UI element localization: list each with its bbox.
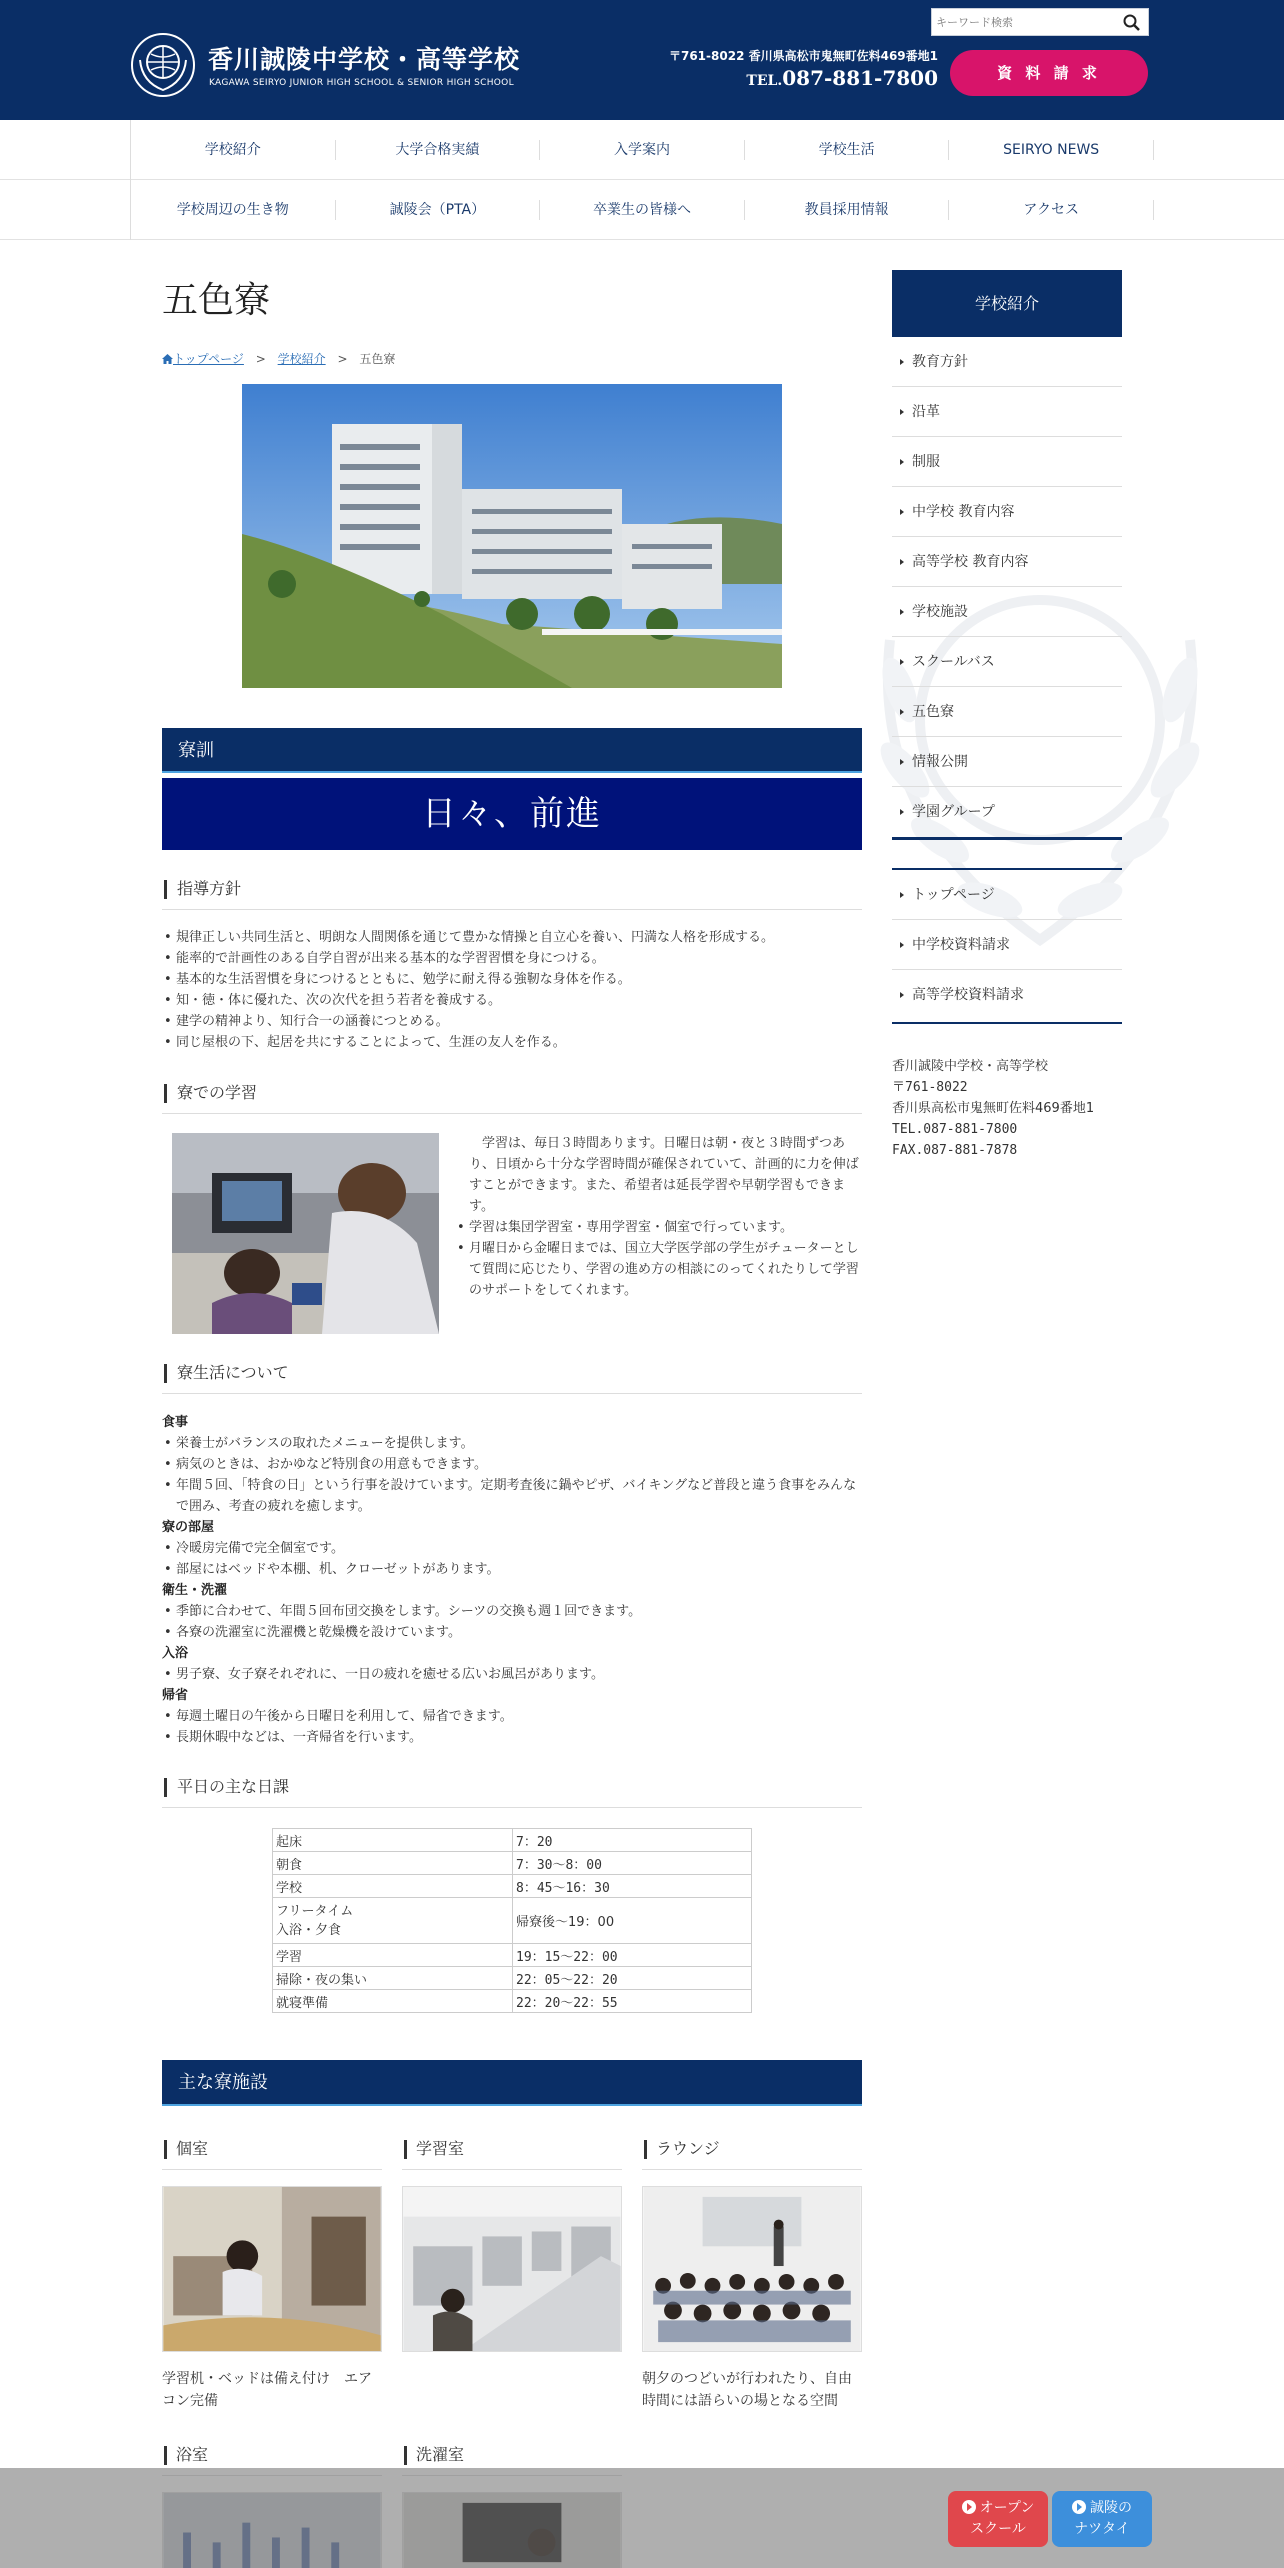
list-item: • 冷暖房完備で完全個室です。 bbox=[162, 1538, 862, 1559]
table-row bbox=[273, 1829, 752, 1852]
list-item: • 毎週土曜日の午後から日曜日を利用して、帰省できます。 bbox=[162, 1706, 862, 1727]
bath-list bbox=[162, 1664, 862, 1685]
info-postal: 〒761-8022 bbox=[892, 1080, 968, 1095]
list-item: • 病気のときは、おかゆなど特別食の用意もできます。 bbox=[162, 1454, 862, 1475]
policy-heading: 指導方針 bbox=[162, 874, 862, 910]
schedule-item: 就寝準備 bbox=[273, 1990, 513, 2013]
room-list bbox=[162, 1538, 862, 1580]
breadcrumb bbox=[162, 350, 395, 367]
facility-title: 洗濯室 bbox=[402, 2440, 622, 2476]
facility-card-study-room bbox=[402, 2134, 622, 2170]
breadcrumb-sep: > bbox=[255, 352, 266, 366]
sidebar-menu bbox=[892, 337, 1122, 837]
natsutai-label-1: 誠陵の bbox=[1090, 2500, 1132, 2516]
sidebar-contact-info bbox=[892, 1056, 1094, 1161]
room-title: 寮の部屋 bbox=[162, 1520, 215, 1535]
life-heading: 寮生活について bbox=[162, 1358, 862, 1394]
ryokun-heading: 寮訓 bbox=[162, 728, 862, 773]
natsutai-label-2: ナツタイ bbox=[1074, 2521, 1130, 2537]
search-icon[interactable] bbox=[1122, 13, 1142, 33]
schedule-time: 22：20～22：55 bbox=[513, 1990, 752, 2013]
facilities-heading: 主な寮施設 bbox=[162, 2060, 862, 2106]
sidebar-divider bbox=[892, 1022, 1122, 1024]
facility-title: 個室 bbox=[162, 2134, 382, 2170]
lounge-photo bbox=[642, 2186, 862, 2352]
global-nav-row-1 bbox=[0, 120, 1284, 180]
schedule-time: 7：20 bbox=[513, 1829, 752, 1852]
facility-caption: 朝夕のつどいが行われたり、自由時間には語らいの場となる空間 bbox=[642, 2371, 852, 2409]
nav-item-alumni[interactable]: 卒業生の皆様へ bbox=[540, 200, 745, 220]
header-address: 〒761-8022 香川県高松市鬼無町佐料469番地1 bbox=[668, 49, 938, 63]
sidebar-divider bbox=[892, 837, 1122, 840]
schedule-item: 朝食 bbox=[273, 1852, 513, 1875]
list-item: • 同じ屋根の下、起居を共にすることによって、生涯の友人を作る。 bbox=[162, 1032, 862, 1053]
schedule-time: 帰寮後～19：00 bbox=[513, 1898, 752, 1944]
sidebar-item-senior-curriculum[interactable]: 高等学校 教育内容 bbox=[892, 537, 1122, 587]
sidebar-item-school-bus[interactable]: スクールバス bbox=[892, 637, 1122, 687]
breadcrumb-parent-link[interactable]: 学校紹介 bbox=[277, 352, 326, 366]
nav-item-access[interactable]: アクセス bbox=[949, 200, 1154, 220]
sidebar-item-facilities[interactable]: 学校施設 bbox=[892, 587, 1122, 637]
play-circle-icon bbox=[1072, 2500, 1086, 2514]
request-materials-button[interactable]: 資 料 請 求 bbox=[950, 50, 1148, 96]
search-box bbox=[931, 8, 1149, 36]
nav-item-admission[interactable]: 入学案内 bbox=[540, 140, 745, 160]
dormitory-building-photo bbox=[242, 384, 782, 688]
sidebar-links bbox=[892, 870, 1122, 1020]
meal-list bbox=[162, 1433, 862, 1517]
sidebar-item-policy[interactable]: 教育方針 bbox=[892, 337, 1122, 387]
schedule-time: 8：45～16：30 bbox=[513, 1875, 752, 1898]
list-item: • 建学の精神より、知行合一の涵養につとめる。 bbox=[162, 1011, 862, 1032]
page-title: 五色寮 bbox=[162, 280, 271, 321]
home-list bbox=[162, 1706, 862, 1748]
global-nav-row-2 bbox=[0, 180, 1284, 240]
study-photo bbox=[172, 1133, 439, 1334]
home-icon bbox=[162, 354, 173, 364]
school-name-jp: 香川誠陵中学校・高等学校 bbox=[208, 45, 521, 74]
sidebar-link-junior-request[interactable]: 中学校資料請求 bbox=[892, 920, 1122, 970]
policy-list bbox=[162, 927, 862, 1053]
list-item: • 季節に合わせて、年間５回布団交換をします。シーツの交換も週１回できます。 bbox=[162, 1601, 862, 1622]
open-school-label-1: オープン bbox=[979, 2500, 1035, 2516]
study-room-photo bbox=[402, 2186, 622, 2352]
sidebar-heading: 学校紹介 bbox=[892, 270, 1122, 337]
info-tel: TEL.087-881-7800 bbox=[892, 1122, 1018, 1137]
table-row bbox=[273, 1875, 752, 1898]
hygiene-list bbox=[162, 1601, 862, 1643]
sidebar-item-group[interactable]: 学園グループ bbox=[892, 787, 1122, 837]
list-item: • 学習は集団学習室・専用学習室・個室で行っています。 bbox=[455, 1217, 862, 1238]
tel-number[interactable]: 087-881-7800 bbox=[782, 66, 938, 90]
list-item: • 知・徳・体に優れた、次の次代を担う若者を養成する。 bbox=[162, 990, 862, 1011]
schedule-time: 7：30～8：00 bbox=[513, 1852, 752, 1875]
sidebar-item-uniform[interactable]: 制服 bbox=[892, 437, 1122, 487]
hygiene-title: 衛生・洗濯 bbox=[162, 1583, 228, 1598]
nav-item-recruit[interactable]: 教員採用情報 bbox=[745, 200, 950, 220]
facility-card-lounge bbox=[642, 2134, 862, 2409]
school-logo[interactable] bbox=[130, 32, 530, 102]
list-item: • 能率的で計画性のある自学自習が出来る基本的な学習習慣を身につける。 bbox=[162, 948, 862, 969]
table-row bbox=[273, 1967, 752, 1990]
study-heading: 寮での学習 bbox=[162, 1078, 862, 1114]
search-input[interactable] bbox=[936, 12, 1111, 32]
facility-card-private-room bbox=[162, 2134, 382, 2409]
list-item: • 基本的な生活習慣を身につけるとともに、勉学に耐え得る強靭な身体を作る。 bbox=[162, 969, 862, 990]
play-circle-icon bbox=[962, 2500, 976, 2514]
facility-title: 学習室 bbox=[402, 2134, 622, 2170]
breadcrumb-sep: > bbox=[337, 352, 348, 366]
list-item: • 部屋にはベッドや本棚、机、クローゼットがあります。 bbox=[162, 1559, 862, 1580]
sidebar-item-disclosure[interactable]: 情報公開 bbox=[892, 737, 1122, 787]
nav-item-creatures[interactable]: 学校周辺の生き物 bbox=[131, 200, 336, 220]
school-emblem-icon bbox=[130, 32, 196, 98]
meal-title: 食事 bbox=[162, 1415, 189, 1430]
header-tel bbox=[700, 66, 938, 90]
facility-title: 浴室 bbox=[162, 2440, 382, 2476]
table-row bbox=[273, 1898, 752, 1944]
open-school-button[interactable] bbox=[948, 2491, 1048, 2547]
info-fax: FAX.087-881-7878 bbox=[892, 1143, 1018, 1158]
bath-title: 入浴 bbox=[162, 1646, 189, 1661]
schedule-heading: 平日の主な日課 bbox=[162, 1772, 862, 1808]
sidebar-item-junior-curriculum[interactable]: 中学校 教育内容 bbox=[892, 487, 1122, 537]
private-room-photo bbox=[162, 2186, 382, 2352]
breadcrumb-home-link[interactable]: トップページ bbox=[173, 352, 244, 366]
list-item: • 月曜日から金曜日までは、国立大学医学部の学生がチューターとして質問に応じたり、学習の進め方の相談にのってくれたりして学習のサポートをしてくれます。 bbox=[455, 1238, 862, 1301]
list-item: • 男子寮、女子寮それぞれに、一日の疲れを癒せる広いお風呂があります。 bbox=[162, 1664, 862, 1685]
ryokun-motto: 日々、前進 bbox=[162, 778, 862, 850]
study-intro: 学習は、毎日３時間あります。日曜日は朝・夜と３時間ずつあり、日頃から十分な学習時間が確保されていて、計画的に力を伸ばすことができます。また、希望者は延長学習や早朝学習もできます。 bbox=[469, 1136, 859, 1214]
home-title: 帰省 bbox=[162, 1688, 189, 1703]
site-header bbox=[0, 0, 1284, 120]
tel-prefix: TEL. bbox=[746, 73, 783, 89]
nav-item-about[interactable]: 学校紹介 bbox=[131, 140, 336, 160]
schedule-item: 起床 bbox=[273, 1829, 513, 1852]
facility-title: ラウンジ bbox=[642, 2134, 862, 2170]
schedule-item: 学習 bbox=[273, 1944, 513, 1967]
natsutai-button[interactable] bbox=[1052, 2491, 1152, 2547]
schedule-item: フリータイム 入浴・夕食 bbox=[273, 1898, 513, 1944]
table-row bbox=[273, 1944, 752, 1967]
nav-item-school-life[interactable]: 学校生活 bbox=[745, 140, 950, 160]
list-item: • 規律正しい共同生活と、明朗な人間関係を通じて豊かな情操と自立心を養い、円満な人格を形成する。 bbox=[162, 927, 862, 948]
study-list bbox=[455, 1217, 862, 1301]
list-item: • 長期休暇中などは、一斉帰省を行います。 bbox=[162, 1727, 862, 1748]
sidebar-item-dormitory[interactable]: 五色寮 bbox=[892, 687, 1122, 737]
schedule-table bbox=[272, 1828, 752, 2013]
table-row bbox=[273, 1990, 752, 2013]
list-item: • 栄養士がバランスの取れたメニューを提供します。 bbox=[162, 1433, 862, 1454]
info-school-name: 香川誠陵中学校・高等学校 bbox=[892, 1059, 1049, 1074]
nav-item-pta[interactable]: 誠陵会（PTA） bbox=[336, 200, 541, 220]
info-address: 香川県高松市鬼無町佐料469番地1 bbox=[892, 1101, 1095, 1116]
schedule-time: 19：15～22：00 bbox=[513, 1944, 752, 1967]
schedule-item: 掃除・夜の集い bbox=[273, 1967, 513, 1990]
breadcrumb-current: 五色寮 bbox=[359, 352, 396, 366]
facility-caption: 学習机・ベッドは備え付け エアコン完備 bbox=[162, 2371, 372, 2409]
schedule-item: 学校 bbox=[273, 1875, 513, 1898]
table-row bbox=[273, 1852, 752, 1875]
list-item: • 各寮の洗濯室に洗濯機と乾燥機を設けています。 bbox=[162, 1622, 862, 1643]
open-school-label-2: スクール bbox=[970, 2521, 1026, 2537]
sidebar-link-top[interactable]: トップページ bbox=[892, 870, 1122, 920]
nav-item-news[interactable]: SEIRYO NEWS bbox=[949, 140, 1154, 160]
life-section bbox=[162, 1412, 862, 1748]
nav-item-results[interactable]: 大学合格実績 bbox=[336, 140, 541, 160]
list-item: • 年間５回、「特食の日」という行事を設けています。定期考査後に鍋やピザ、バイキングなど普段と違う食事をみんなで囲み、考査の疲れを癒します。 bbox=[162, 1475, 862, 1517]
sidebar-link-senior-request[interactable]: 高等学校資料請求 bbox=[892, 970, 1122, 1020]
sidebar-item-history[interactable]: 沿革 bbox=[892, 387, 1122, 437]
school-name-en: KAGAWA SEIRYO JUNIOR HIGH SCHOOL & SENIOR HIGH SCHOOL bbox=[209, 78, 514, 88]
schedule-time: 22：05～22：20 bbox=[513, 1967, 752, 1990]
